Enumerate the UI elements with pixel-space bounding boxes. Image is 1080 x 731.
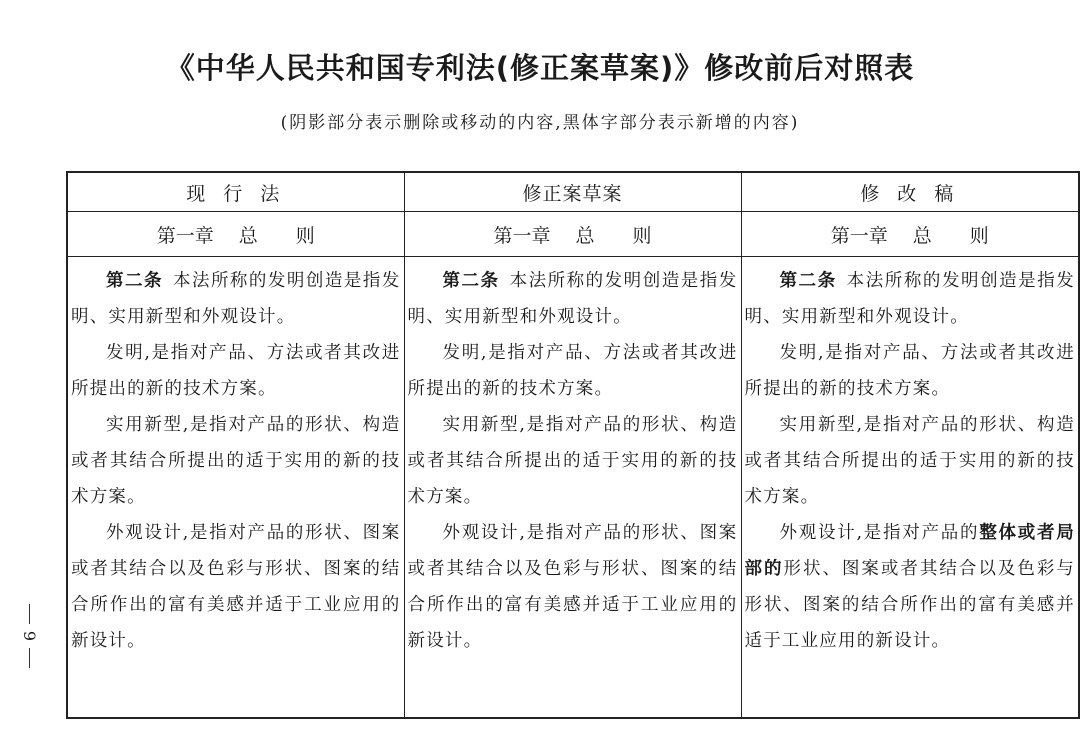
paragraph-4-end: 形状、图案或者其结合以及色彩与形状、图案的结合所作出的富有美感并适于工业应用的新设计。: [71, 523, 401, 651]
paragraph-4-start: 外观设计,是指对产品的: [442, 523, 642, 543]
chapter-heading-revised-draft: 第一章 总 则: [741, 212, 1079, 257]
paragraph-4-new-text: 整体或者局部的: [744, 523, 1076, 579]
column-header-draft-amendment: 修正案草案: [404, 172, 741, 212]
column-header-revised-draft: 修 改 稿: [741, 172, 1079, 212]
article-label: 第二条: [106, 271, 163, 291]
paragraph-4-end: 形状、图案或者其结合以及色彩与形状、图案的结合所作出的富有美感并适于工业应用的新设计。: [407, 523, 738, 651]
paragraph-4: [745, 515, 1076, 659]
paragraph-4: [71, 515, 401, 659]
paragraph-1-text: 本法所称的发明创造是指发明、实用新型和外观设计。: [407, 271, 738, 327]
column-revised-draft: [741, 257, 1079, 719]
comparison-table: [66, 171, 1080, 719]
chapter-heading-draft-amendment: 第一章 总 则: [404, 212, 741, 257]
paragraph-3: 实用新型,是指对产品的形状、构造或者其结合所提出的适于实用的新的技术方案。: [744, 415, 1075, 507]
column-header-current-law: 现 行 法: [67, 172, 404, 212]
article-row: [67, 257, 1079, 719]
paragraph-1: [408, 263, 738, 335]
paragraph-4-end: 形状、图案或者其结合以及色彩与形状、图案的结合所作出的富有美感并适于工业应用的新设计。: [744, 559, 1076, 651]
page-number-dash-bottom: [29, 648, 30, 668]
page-number: [20, 600, 39, 672]
column-current-law: [67, 257, 404, 719]
article-label: 第二条: [779, 271, 837, 291]
paragraph-4-start: 外观设计,是指对产品的: [106, 523, 306, 543]
paragraph-2: 发明,是指对产品、方法或者其改进所提出的新的技术方案。: [71, 343, 401, 399]
chapter-heading-current-law: 第一章 总 则: [67, 212, 404, 257]
paragraph-1-text: 本法所称的发明创造是指发明、实用新型和外观设计。: [744, 271, 1075, 327]
paragraph-3: 实用新型,是指对产品的形状、构造或者其结合所提出的适于实用的新的技术方案。: [71, 415, 401, 507]
page-number-value: 9: [20, 630, 39, 642]
paragraph-2: 发明,是指对产品、方法或者其改进所提出的新的技术方案。: [744, 343, 1075, 399]
page-number-dash-top: [29, 604, 30, 624]
column-draft-amendment: [404, 257, 741, 719]
document-subtitle: (阴影部分表示删除或移动的内容,黑体字部分表示新增的内容): [280, 113, 800, 133]
paragraph-2: 发明,是指对产品、方法或者其改进所提出的新的技术方案。: [407, 343, 738, 399]
paragraph-4-start: 外观设计,是指对产品的: [779, 523, 980, 543]
header-row: [67, 172, 1079, 212]
article-label: 第二条: [442, 271, 500, 291]
paragraph-1-text: 本法所称的发明创造是指发明、实用新型和外观设计。: [71, 271, 401, 327]
document-title: 《中华人民共和国专利法(修正案草案)》修改前后对照表: [165, 51, 915, 85]
paragraph-1: [71, 263, 401, 335]
paragraph-1: [745, 263, 1076, 335]
paragraph-4: [408, 515, 738, 659]
paragraph-3: 实用新型,是指对产品的形状、构造或者其结合所提出的适于实用的新的技术方案。: [407, 415, 738, 507]
chapter-row: [67, 212, 1079, 257]
